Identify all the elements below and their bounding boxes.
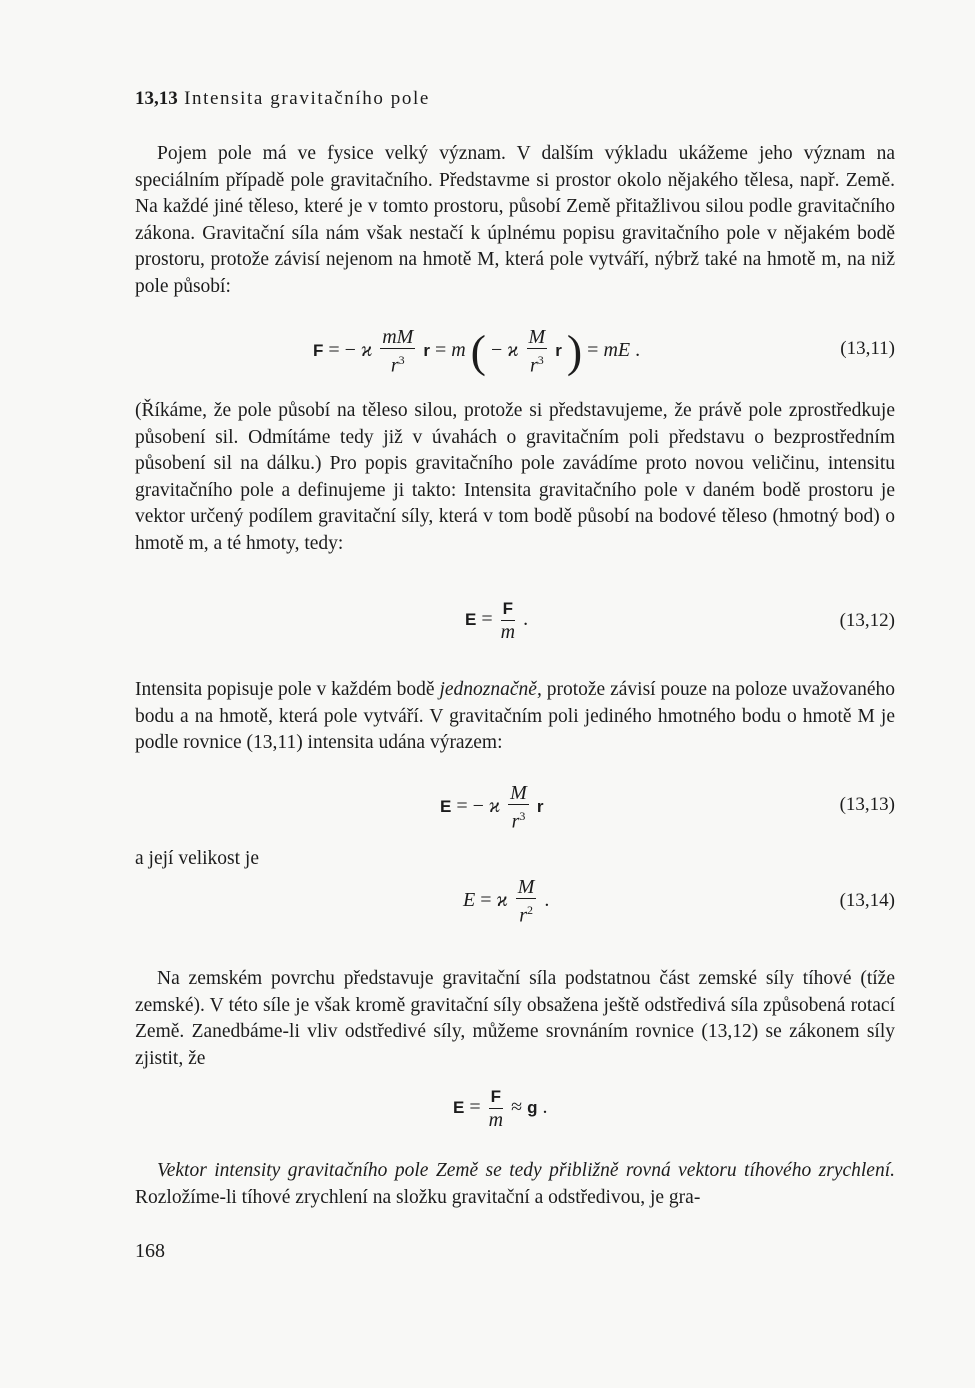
eq-minus: −: [472, 794, 484, 817]
eq-period: .: [544, 888, 550, 911]
fraction-denominator: [380, 349, 415, 377]
fraction-denominator: [508, 805, 529, 833]
eq-minus: −: [344, 338, 356, 361]
equation-13-12: [135, 596, 895, 666]
eq-sign: =: [328, 338, 340, 361]
paragraph-6-emphasis: Vektor intensity gravitačního pole Země se tedy přibližně rovná vektoru tíhového zrychlení.: [157, 1160, 895, 1181]
exponent: 2: [526, 903, 533, 917]
equation-number: (13,13): [839, 794, 895, 815]
eq-vector-r: r: [536, 796, 544, 816]
eq-sign: =: [587, 338, 599, 361]
equation-number: (13,14): [839, 890, 895, 911]
fraction-numerator: M: [528, 326, 546, 348]
eq-fraction: [489, 1086, 503, 1131]
exponent: 3: [398, 353, 405, 367]
fraction-denominator: m: [488, 1109, 504, 1131]
eq-kappa: ϰ: [488, 794, 501, 817]
fraction-numerator: F: [501, 598, 515, 621]
equation-number: (13,11): [840, 338, 895, 359]
eq-fraction-2: [527, 326, 548, 377]
eq-kappa: ϰ: [507, 338, 519, 361]
eq-vector-r: r: [555, 340, 562, 360]
left-paren: (: [470, 325, 486, 377]
denominator-base: r: [519, 904, 527, 927]
eq-fraction: [501, 598, 515, 643]
equation-13-14: [135, 874, 895, 944]
page-number: 168: [135, 1240, 165, 1262]
eq-kappa: ϰ: [360, 338, 373, 361]
book-page: [135, 0, 895, 1388]
eq-mass-m: m: [451, 338, 466, 361]
equation-13-11: [135, 322, 895, 392]
equation-gravity-body: [453, 1086, 547, 1131]
paragraph-5: Na zemském povrchu představuje gravitační síla podstatnou část zemské síly tíhové (tíže zemské). V této síle je však kromě gravitační síly obsažena ještě odstředivá síla způsobená rotací Země. Zanedbáme-li vliv odstředivé síly, můžeme srovnáním rovnice (13,12) se zákonem síly zjistit, že: [135, 968, 895, 1069]
fraction-numerator: mM: [382, 326, 414, 348]
eq-sign: =: [456, 794, 468, 817]
fraction-denominator: [527, 349, 548, 377]
eq-minus: −: [491, 338, 503, 361]
paragraph-3-emphasis: jednoznačně,: [439, 679, 542, 700]
equation-gravity-approx: [135, 1084, 895, 1154]
paragraph-6-text: Rozložíme-li tíhové zrychlení na složku gravitační a odstředivou, je gra-: [135, 1186, 701, 1208]
equation-13-11-body: [313, 326, 640, 377]
eq-vector-r: r: [423, 340, 430, 360]
eq-vector-g: g: [527, 1098, 538, 1118]
paragraph-3: [135, 677, 895, 757]
eq-fraction-1: [380, 326, 415, 377]
paragraph-3-text-b: protože závisí pouze na poloze uvažovaného bodu a na hmotě, která pole vytváří. V gravitačním poli jediného hmotného bodu o hmotě M je podle rovnice (13,11) intensita udána výrazem:: [135, 679, 895, 753]
fraction-numerator: F: [489, 1086, 503, 1109]
right-paren: ): [566, 325, 583, 377]
eq-period: .: [542, 1096, 548, 1119]
eq-sign: =: [434, 338, 447, 361]
eq-fraction: [508, 782, 529, 833]
fraction-denominator: [516, 899, 537, 927]
fraction-denominator: m: [500, 621, 516, 643]
paragraph-6: [135, 1158, 895, 1211]
eq-period: .: [523, 608, 529, 631]
paragraph-4: a její velikost je: [135, 848, 260, 869]
paragraph-3-text-a: Intensita popisuje pole v každém bodě: [135, 679, 440, 700]
equation-13-13-body: [440, 782, 543, 833]
eq-lhs: E: [440, 796, 452, 816]
eq-lhs: E: [463, 888, 476, 911]
fraction-numerator: M: [517, 876, 535, 898]
paragraph-2: (Říkáme, že pole působí na těleso silou, protože si představujeme, že právě pole zprostředkuje působení sil. Odmítáme tedy již v úvahách o gravitačním poli představu o bezprostředním působení sil na dálku.) Pro popis gravitačního pole zavádíme proto novou veličinu, intensitu gravitačního pole a definujeme ji takto: Intensita gravitačního pole v daném bodě prostoru je vektor určený podílem gravitační síly, která v tom bodě působí na bodové těleso (hmotný bod) o hmotě m, a té hmoty, tedy:: [135, 400, 895, 554]
eq-lhs: E: [453, 1098, 465, 1118]
exponent: 3: [519, 809, 526, 823]
eq-approx: ≈: [511, 1096, 523, 1119]
section-title: Intensita gravitačního pole: [184, 88, 430, 109]
eq-period: .: [635, 338, 641, 361]
eq-lhs: E: [465, 610, 477, 630]
denominator-base: r: [390, 354, 399, 377]
eq-result: mE: [603, 338, 631, 361]
exponent: 3: [537, 353, 544, 367]
eq-sign: =: [469, 1096, 481, 1119]
denominator-base: r: [529, 354, 538, 377]
equation-number: (13,12): [839, 610, 895, 631]
equation-13-13: [135, 780, 895, 850]
section-number: 13,13: [135, 88, 178, 109]
eq-lhs: F: [313, 340, 324, 360]
eq-sign: =: [481, 608, 493, 631]
equation-13-12-body: [465, 598, 528, 643]
section-heading: [135, 88, 430, 110]
denominator-base: r: [511, 810, 520, 833]
eq-sign: =: [480, 888, 492, 911]
equation-13-14-body: [463, 876, 549, 927]
paragraph-1: Pojem pole má ve fysice velký význam. V dalším výkladu ukážeme jeho význam na speciálním případě pole gravitačního. Představme si prostor okolo nějakého tělesa, např. Země. Na každé jiné těleso, které je v tomto prostoru, působí Země přitažlivou silou podle gravitačního zákona. Gravitační síla nám však nestačí k úplnému popisu gravitačního pole v nějakém bodě prostoru, protože závisí nejenom na hmotě M, která pole vytváří, nýbrž také na hmotě m, na niž pole působí:: [135, 143, 895, 297]
eq-kappa: ϰ: [496, 888, 508, 911]
eq-fraction: [516, 876, 537, 927]
fraction-numerator: M: [510, 782, 527, 804]
